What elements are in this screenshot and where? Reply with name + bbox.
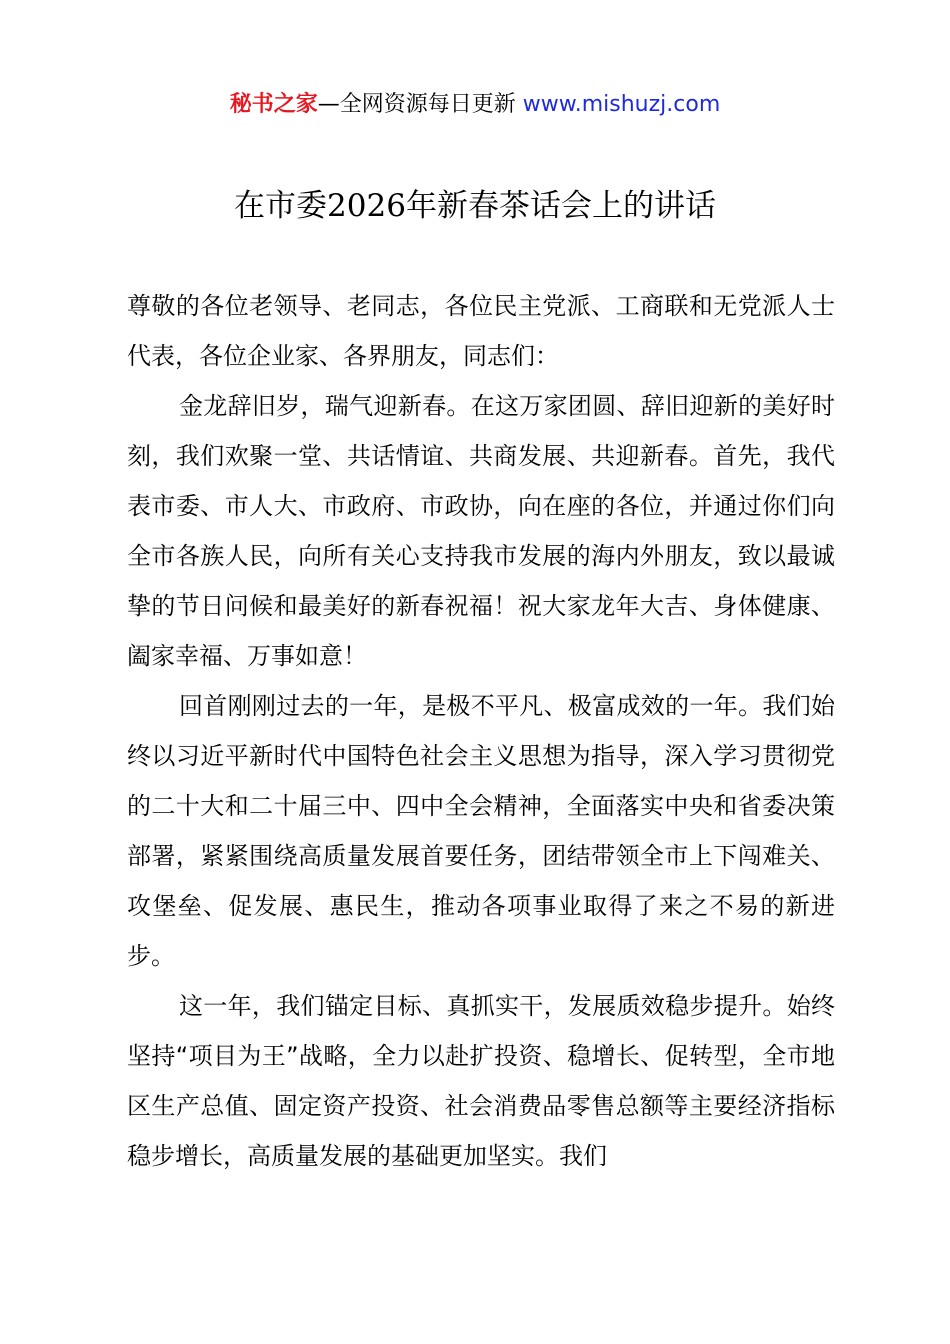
paragraph-1: 金龙辞旧岁，瑞气迎新春。在这万家团圆、辞旧迎新的美好时刻，我们欢聚一堂、共话情谊、共商发展、共迎新春。首先，我代表市委、市人大、市政府、市政协，向在座的各位，并通过你们向全市各族人民，向所有关心支持我市发展的海内外朋友，致以最诚挚的节日问候和最美好的新春祝福！祝大家龙年大吉、身体健康、阖家幸福、万事如意！ (127, 392, 835, 670)
salutation: 尊敬的各位老领导、老同志，各位民主党派、工商联和无党派人士代表，各位企业家、各界朋友，同志们： (127, 292, 835, 370)
site-tagline: —全网资源每日更新 (317, 92, 523, 117)
paragraph-2: 回首刚刚过去的一年，是极不平凡、极富成效的一年。我们始终以习近平新时代中国特色社会主义思想为指导，深入学习贯彻党的二十大和二十届三中、四中全会精神，全面落实中央和省委决策部署，紧紧围绕高质量发展首要任务，团结带领全市上下闯难关、攻堡垒、促发展、惠民生，推动各项事业取得了来之不易的新进步。 (127, 692, 835, 970)
site-url-link[interactable]: www.mishuzj.com (522, 92, 721, 117)
paragraph-3: 这一年，我们锚定目标、真抓实干，发展质效稳步提升。始终坚持“项目为王”战略，全力以赴扩投资、稳增长、促转型，全市地区生产总值、固定资产投资、社会消费品零售总额等主要经济指标稳步增长，高质量发展的基础更加坚实。我们 (127, 992, 835, 1170)
brand-name: 秘书之家 (229, 92, 318, 117)
site-header (0, 88, 950, 122)
document-body (127, 281, 835, 1181)
document-title: 在市委2026年新春茶话会上的讲话 (234, 188, 716, 224)
